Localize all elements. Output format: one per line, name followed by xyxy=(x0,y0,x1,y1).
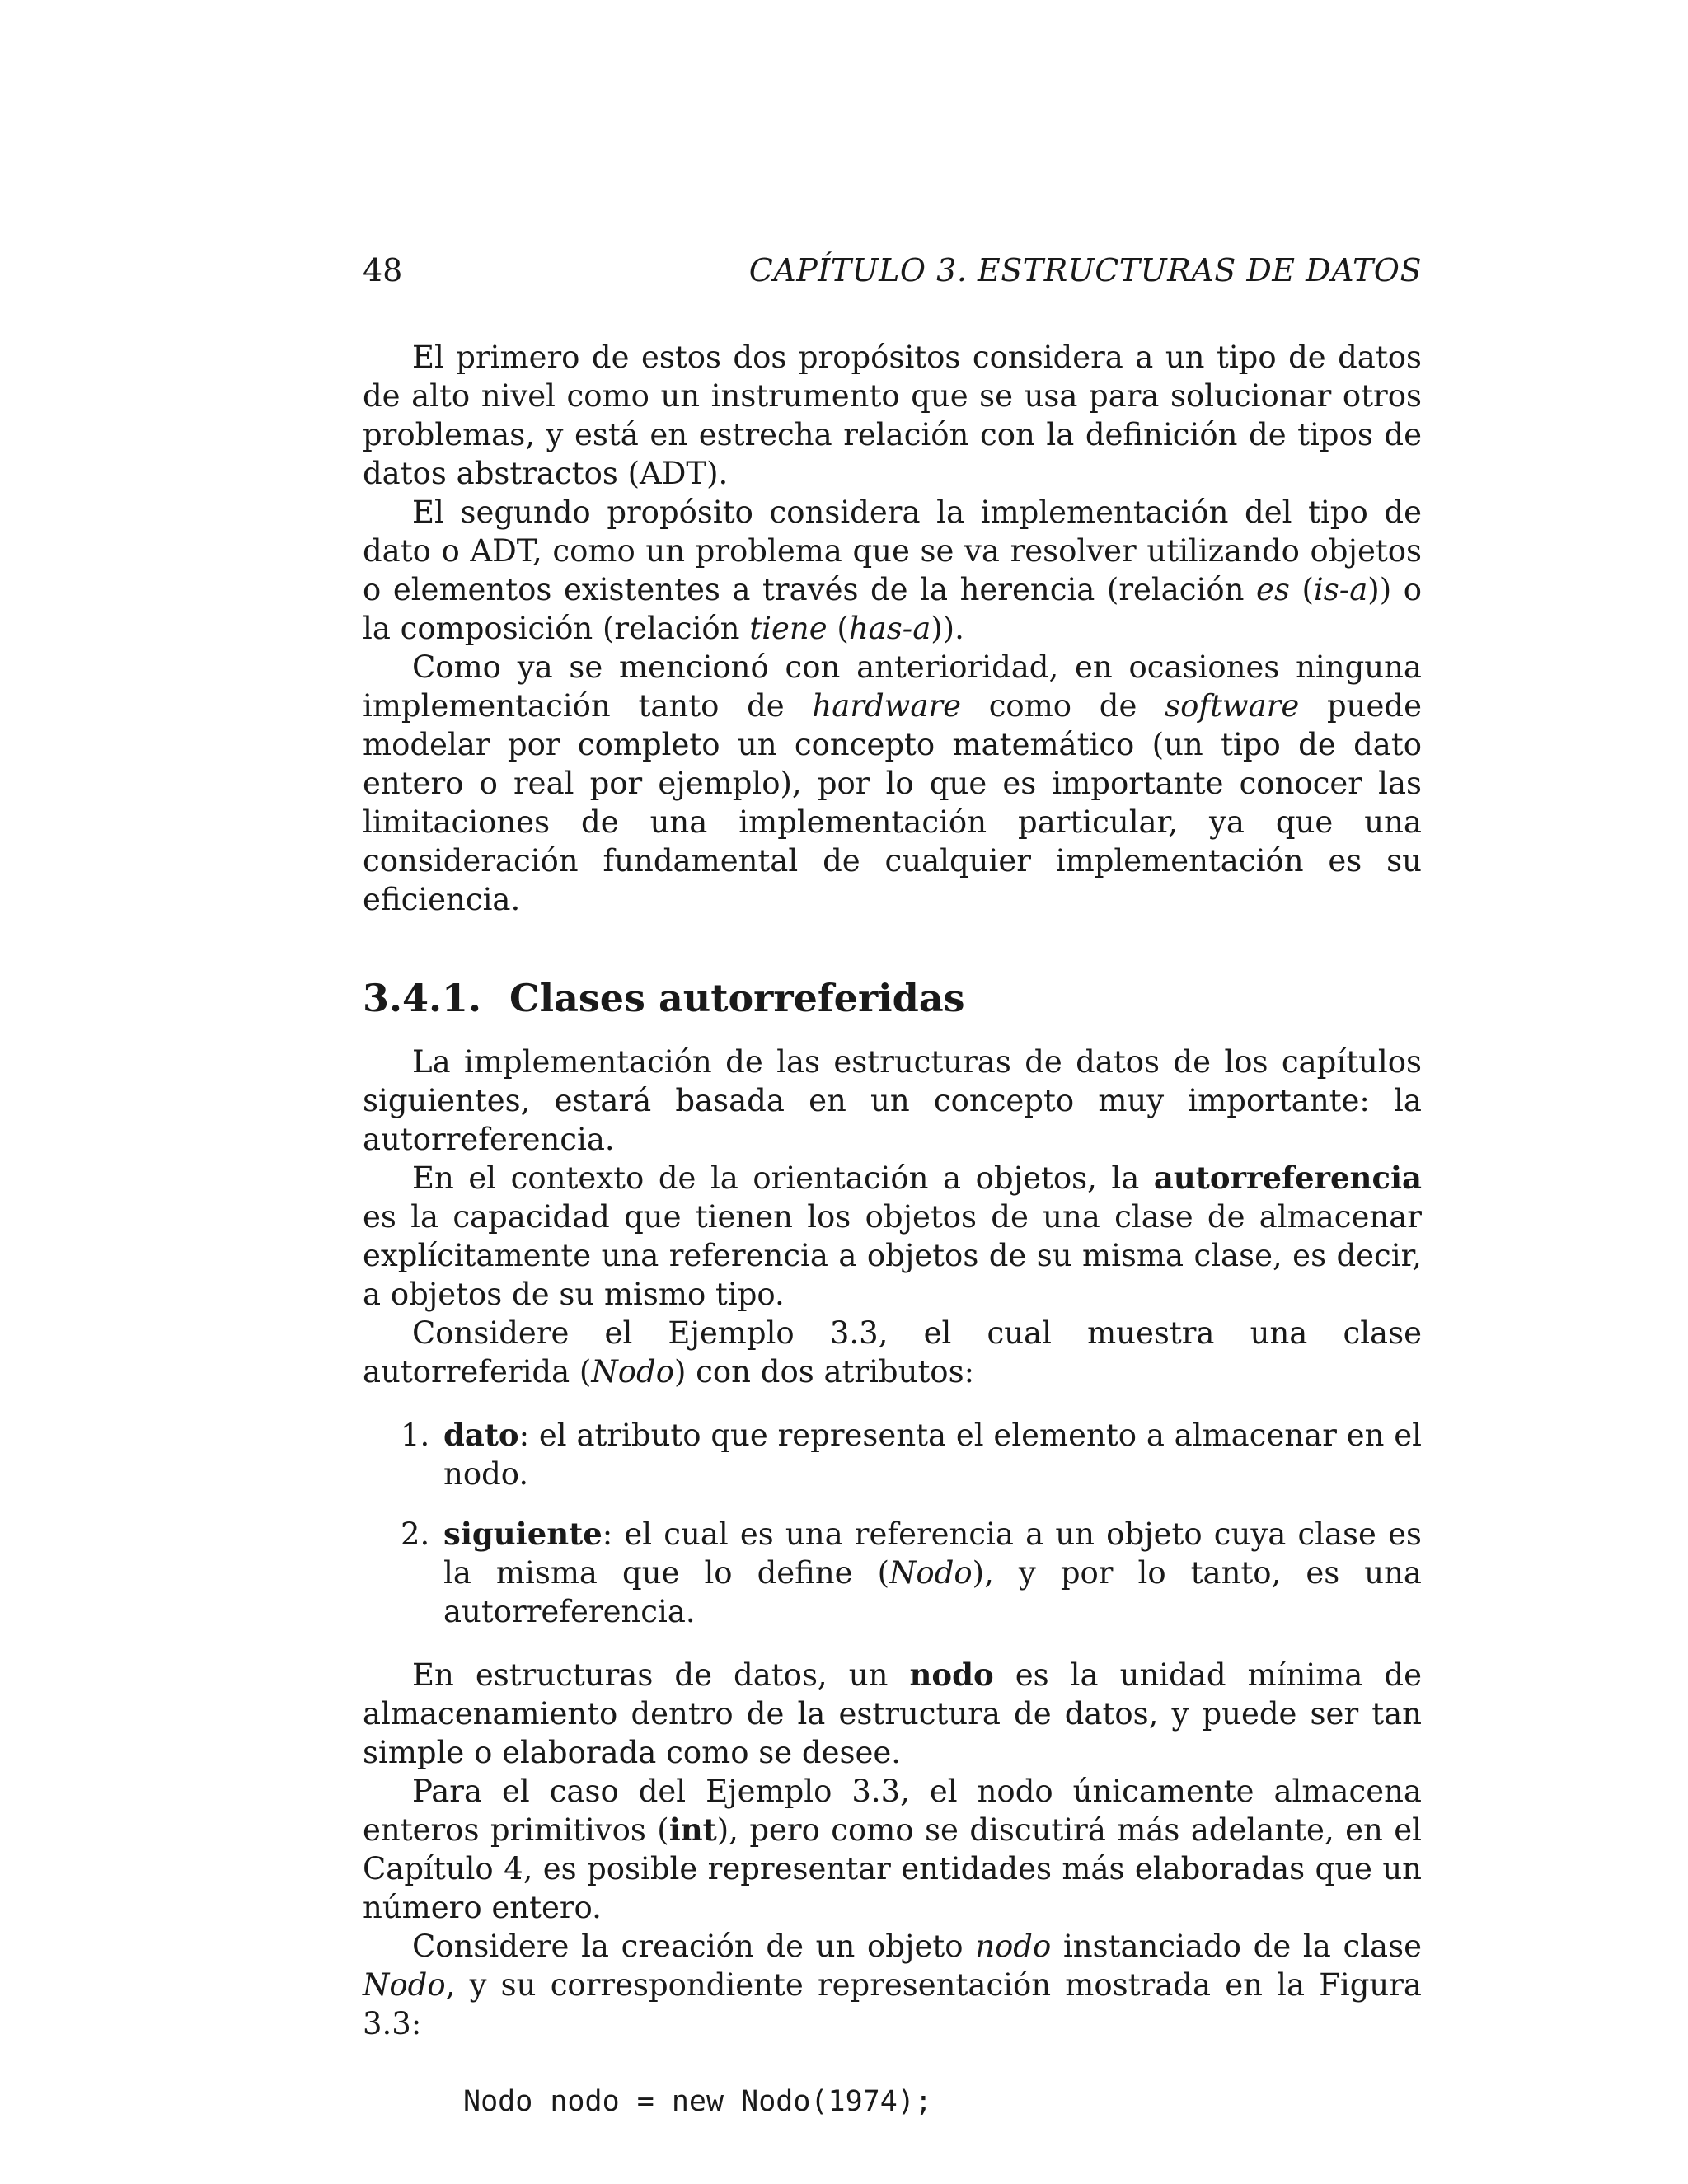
paragraph-5 xyxy=(363,1159,1422,1314)
list-item-term: siguiente xyxy=(443,1516,603,1552)
paragraph-7 xyxy=(363,1656,1422,1772)
italic-term-tiene: tiene xyxy=(749,611,828,646)
text-run: El segundo propósito considera la implementación del tipo de dato o ADT, como un problema que se va resolver utilizando objetos o elementos existentes a través de la herencia (relación xyxy=(363,494,1422,607)
paragraph-3 xyxy=(363,648,1422,919)
text-run: ( xyxy=(827,611,849,646)
paragraph-6 xyxy=(363,1314,1422,1391)
code-snippet xyxy=(463,2083,1422,2121)
text-run: Considere el Ejemplo 3.3, el cual muestra una clase autorreferida ( xyxy=(363,1315,1422,1390)
text-run: como de xyxy=(960,688,1165,724)
italic-term-software: software xyxy=(1165,688,1300,724)
italic-term-nodo: nodo xyxy=(975,1929,1052,1964)
bold-term-autorreferencia: autorreferencia xyxy=(1153,1160,1422,1196)
text-run: )) o la composición (relación xyxy=(363,572,1422,646)
list-item-text: ), y por lo tanto, es una autorreferencia. xyxy=(443,1555,1422,1629)
code-line: Nodo nodo = new Nodo(1974); xyxy=(463,2085,932,2118)
text-run: instanciado de la clase xyxy=(1051,1929,1422,1964)
italic-term-has-a: has-a xyxy=(848,611,931,646)
text-run: Para el caso del Ejemplo 3.3, el nodo únicamente almacena enteros primitivos ( xyxy=(363,1774,1422,1848)
paragraph-4-text: La implementación de las estructuras de datos de los capítulos siguientes, estará basada en un concepto muy importante: la autorreferencia. xyxy=(363,1044,1422,1157)
text-run: En estructuras de datos, un xyxy=(412,1657,910,1693)
text-run: puede modelar por completo un concepto matemático (un tipo de dato entero o real por ejemplo), por lo que es importante conocer las limitaciones de una implementación particular, ya que una consideración fundamental de cualquier implementación es su eficiencia. xyxy=(363,688,1422,917)
text-run: En el contexto de la orientación a objetos, la xyxy=(412,1160,1154,1196)
italic-term-nodo: Nodo xyxy=(889,1555,973,1591)
paragraph-9 xyxy=(363,1927,1422,2043)
bold-term-int: int xyxy=(668,1811,717,1848)
text-run: ) con dos atributos: xyxy=(673,1354,975,1390)
bold-term-nodo: nodo xyxy=(909,1657,994,1693)
paragraph-2 xyxy=(363,493,1422,648)
paragraph-1-text: El primero de estos dos propósitos considera a un tipo de datos de alto nivel como un instrumento que se usa para solucionar otros problemas, y está en estrecha relación con la definición de tipos de datos abstractos (ADT). xyxy=(363,340,1422,491)
section-title: Clases autorreferidas xyxy=(509,976,965,1020)
list-item-text: : el cual es una referencia a un objeto cuya clase es la misma que lo define ( xyxy=(443,1516,1422,1591)
italic-term-nodo-class: Nodo xyxy=(363,1967,446,2003)
text-run: ( xyxy=(1289,572,1314,607)
text-run: es la capacidad que tienen los objetos de una clase de almacenar explícitamente una referencia a objetos de su misma clase, es decir, a objetos de su mismo tipo. xyxy=(363,1199,1422,1312)
text-run: Considere la creación de un objeto xyxy=(412,1929,976,1964)
body-text xyxy=(363,338,1422,2121)
paragraph-8 xyxy=(363,1772,1422,1927)
text-run: es la unidad mínima de almacenamiento dentro de la estructura de datos, y puede ser tan simple o elaborada como se desee. xyxy=(363,1657,1422,1770)
italic-term-hardware: hardware xyxy=(812,688,961,724)
page-number: 48 xyxy=(363,252,403,288)
list-item-number: 2. xyxy=(401,1516,430,1552)
list-item-text: : el atributo que representa el elemento a almacenar en el nodo. xyxy=(443,1418,1422,1492)
list-item-term: dato xyxy=(443,1417,519,1453)
text-run: ), pero como se discutirá más adelante, en el Capítulo 4, es posible representar entidades más elaboradas que un número entero. xyxy=(363,1812,1422,1925)
attribute-list xyxy=(363,1416,1422,1631)
text-run: , y su correspondiente representación mostrada en la Figura 3.3: xyxy=(363,1967,1422,2041)
text-run: Como ya se mencionó con anterioridad, en ocasiones ninguna implementación tanto de xyxy=(363,649,1422,724)
paragraph-1 xyxy=(363,338,1422,493)
paragraph-4 xyxy=(363,1043,1422,1159)
page-header xyxy=(363,246,1422,295)
section-number: 3.4.1. xyxy=(363,976,482,1020)
italic-term-es: es xyxy=(1256,572,1290,607)
list-item xyxy=(363,1515,1422,1631)
section-heading xyxy=(363,972,1422,1024)
italic-term-is-a: is-a xyxy=(1313,572,1368,607)
running-title: CAPÍTULO 3. ESTRUCTURAS DE DATOS xyxy=(748,252,1422,288)
text-run: )). xyxy=(931,611,964,646)
list-item-number: 1. xyxy=(401,1418,430,1453)
italic-term-nodo: Nodo xyxy=(591,1354,674,1390)
list-item xyxy=(363,1416,1422,1493)
